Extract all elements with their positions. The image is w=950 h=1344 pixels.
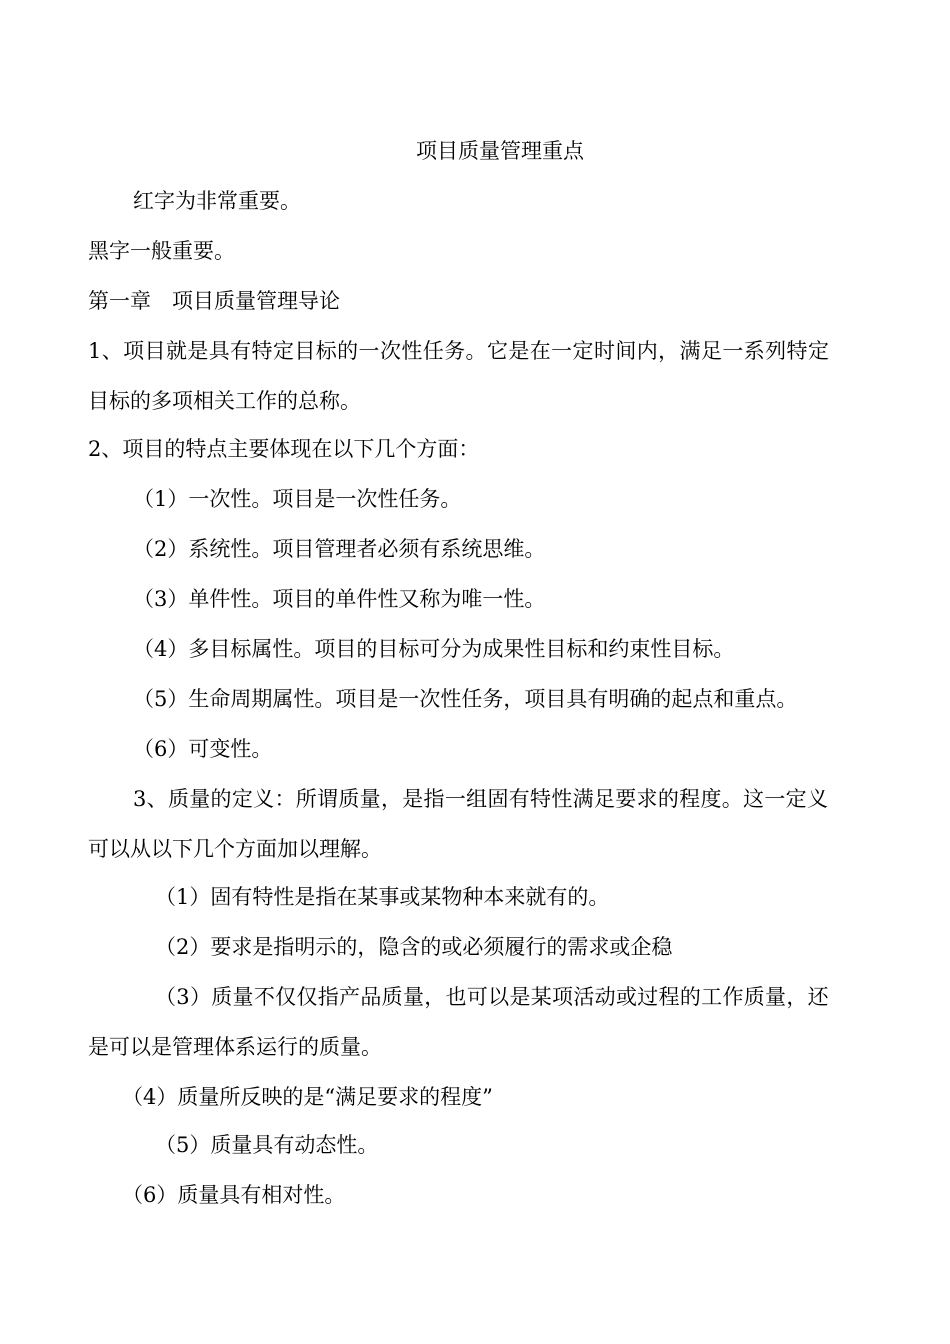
item3-point-1: （1）固有特性是指在某事或某物种本来就有的。 — [155, 885, 610, 909]
document-title: 项目质量管理重点 — [416, 139, 584, 163]
item1-line2: 目标的多项相关工作的总称。 — [88, 389, 361, 413]
chapter-heading: 第一章 项目质量管理导论 — [88, 289, 340, 313]
item2-point-1: （1）一次性。项目是一次性任务。 — [133, 487, 462, 511]
item2-point-5: （5）生命周期属性。项目是一次性任务，项目具有明确的起点和重点。 — [133, 687, 798, 711]
item3-point-4: （4）质量所反映的是“满足要求的程度” — [122, 1085, 493, 1109]
item3-line2: 可以从以下几个方面加以理解。 — [88, 837, 382, 861]
item3-line1: 3、质量的定义：所谓质量，是指一组固有特性满足要求的程度。这一定义 — [133, 787, 829, 811]
item2-point-2: （2）系统性。项目管理者必须有系统思维。 — [133, 537, 546, 561]
item2-point-3: （3）单件性。项目的单件性又称为唯一性。 — [133, 587, 546, 611]
item1-line1: 1、项目就是具有特定目标的一次性任务。它是在一定时间内，满足一系列特定 — [88, 339, 830, 363]
item3-point-3: （3）质量不仅仅指产品质量，也可以是某项活动或过程的工作质量，还 — [155, 985, 829, 1009]
item3-point-3-cont: 是可以是管理体系运行的质量。 — [88, 1035, 382, 1059]
black-note: 黑字一般重要。 — [88, 239, 235, 263]
item2-heading: 2、项目的特点主要体现在以下几个方面： — [88, 437, 480, 461]
item3-point-2: （2）要求是指明示的，隐含的或必须履行的需求或企稳 — [155, 935, 673, 959]
item2-point-6: （6）可变性。 — [133, 737, 273, 761]
item3-point-6: （6）质量具有相对性。 — [122, 1183, 346, 1207]
red-note: 红字为非常重要。 — [133, 189, 301, 213]
item3-point-5: （5）质量具有动态性。 — [155, 1133, 379, 1157]
item2-point-4: （4）多目标属性。项目的目标可分为成果性目标和约束性目标。 — [133, 637, 735, 661]
